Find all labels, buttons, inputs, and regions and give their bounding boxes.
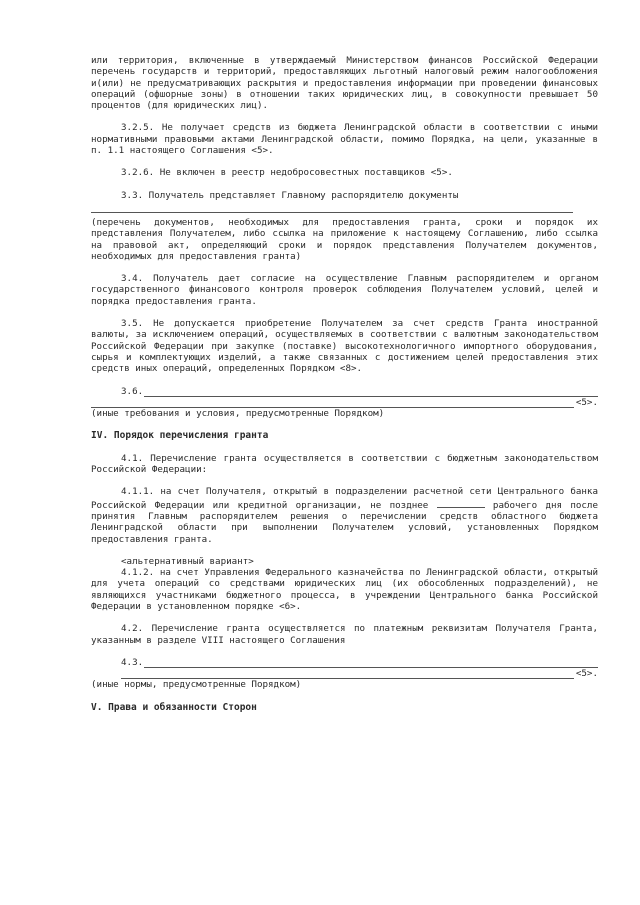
caption-3-3: (перечень документов, необходимых для предоставления гранта, сроки и порядок их представления Получателем, либо ссылка на приложение к настоящему Соглашению, либо ссылка на правовой акт, определяющий сроки и порядок представления Получателем документов, необходимых для предоставления гранта) xyxy=(91,216,598,262)
fill-line xyxy=(91,397,574,408)
caption-3-6: (иные требования и условия, предусмотренные Порядком) xyxy=(91,408,385,420)
section-heading-v: V. Права и обязанности Сторон xyxy=(91,701,257,713)
fill-line xyxy=(144,386,598,397)
blank-days xyxy=(437,498,485,508)
caption-4-3: (иные нормы, предусмотренные Порядком) xyxy=(91,679,302,691)
paragraph-3-3: 3.3. Получатель представляет Главному распорядителю документы xyxy=(121,189,459,201)
blank-line-3-6 xyxy=(91,386,598,397)
paragraph-4-1-1-text-b: рабочего дня после принятия Главным распорядителем решения о перечислении средств областного бюджета Ленинградской области при выполнении Получателем условий, установленных Порядком предоставления гранта. xyxy=(91,499,598,545)
clause-number-3-6: 3.6. xyxy=(121,385,144,397)
blank-line-3-3 xyxy=(91,201,573,213)
paragraph-3-2-5: 3.2.5. Не получает средств из бюджета Ленинградской области в соответствии с иными нормативными правовыми актами Ленинградской области, помимо Порядка, на цели, указанные в п. 1.1 настоящего Соглашения <5>. xyxy=(91,122,598,157)
paragraph-3-2-6: 3.2.6. Не включен в реестр недобросовестных поставщиков <5>. xyxy=(121,167,453,179)
blank-line-3-6-second xyxy=(91,397,598,408)
footnote-ref: <5>. xyxy=(575,668,598,680)
paragraph-4-2: 4.2. Перечисление гранта осуществляется по платежным реквизитам Получателя Гранта, указанным в разделе VIII настоящего Соглашения xyxy=(91,623,598,646)
paragraph-4-1-2: 4.1.2. на счет Управления Федерального казначейства по Ленинградской области, открытый для учета операций со средствами юридических лиц (их обособленных подразделений), не являющихся участниками бюджетного процесса, в учреждении Центрального банка Российской Федерации в установленном порядке <6>. xyxy=(91,567,598,612)
blank-line-4-3-second xyxy=(91,668,598,679)
blank-line-4-3 xyxy=(91,657,598,668)
paragraph-4-1-1 xyxy=(91,486,598,544)
fill-line xyxy=(144,657,598,668)
paragraph-3-4: 3.4. Получатель дает согласие на осуществление Главным распорядителем и органом государственного финансового контроля проверок соблюдения Получателем условий, целей и порядка предоставления гранта. xyxy=(91,273,598,307)
alternative-variant-label: <альтернативный вариант> xyxy=(121,555,254,567)
paragraph-4-1: 4.1. Перечисление гранта осуществляется в соответствии с бюджетным законодательством Российской Федерации: xyxy=(91,452,598,476)
document-page xyxy=(91,55,598,713)
paragraph-intro: или территория, включенные в утверждаемый Министерством финансов Российской Федерации перечень государств и территорий, предоставляющих льготный налоговый режим налогообложения и(или) не предусматривающих раскрытия и предоставления информации при проведении финансовых операций (офшорные зоны) в отношении таких юридических лиц, в совокупности превышает 50 процентов (для юридических лиц). xyxy=(91,55,598,112)
paragraph-4-1-1-text-a: 4.1.1. на счет Получателя, открытый в подразделении расчетной сети Центрального банка Российской Федерации или кредитной организации, не позднее xyxy=(91,486,598,511)
section-heading-iv: IV. Порядок перечисления гранта xyxy=(91,430,269,442)
fill-line xyxy=(121,668,574,679)
paragraph-3-5: 3.5. Не допускается приобретение Получателем за счет средств Гранта иностранной валюты, за исключением операций, осуществляемых в соответствии с валютным законодательством Российской Федерации при закупке (поставке) высокотехнологичного импортного оборудования, сырья и комплектующих изделий, а также связанных с достижением целей предоставления этих средств иных операций, определенных Порядком <8>. xyxy=(91,318,598,375)
footnote-ref: <5>. xyxy=(575,396,598,408)
clause-number-4-3: 4.3. xyxy=(121,656,144,668)
